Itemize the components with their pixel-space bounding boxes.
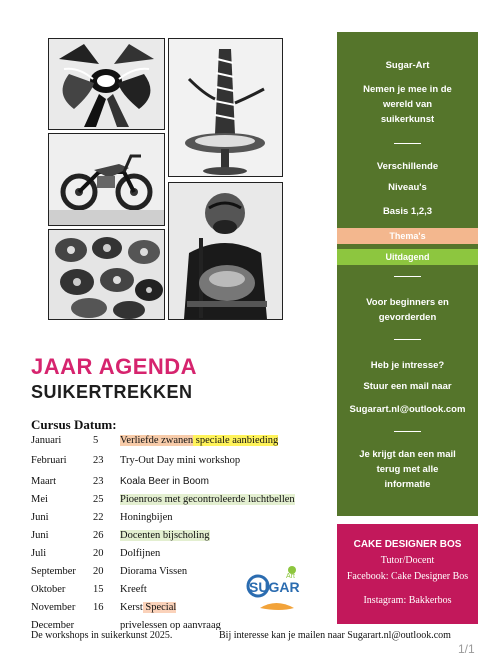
schedule-event: Honingbijen [120, 512, 173, 523]
schedule-label: Cursus Datum: [31, 417, 117, 432]
schedule-day: 25 [93, 494, 104, 505]
schedule-day: 16 [93, 602, 104, 613]
audience-line-2: gevorderden [378, 312, 437, 323]
schedule-row [31, 530, 331, 548]
designer-title: CAKE DESIGNER BOS [353, 539, 462, 550]
schedule-month: Juni [31, 530, 49, 541]
band-themes: Thema's [337, 228, 478, 244]
schedule-day: 23 [93, 476, 104, 487]
band-advanced: Uitdagend [337, 249, 478, 265]
agenda-subtitle: SUIKERTREKKEN [31, 382, 193, 402]
designer-instagram[interactable]: Instagram: Bakkerbos [363, 595, 452, 606]
schedule-row [31, 494, 331, 512]
level-line-1: Verschillende [376, 161, 439, 172]
schedule-event: Docenten bijscholing [120, 530, 210, 541]
reply-line-3: informatie [384, 479, 431, 490]
schedule-event-extra: speciale aanbieding [193, 435, 279, 446]
schedule-event: privelessen op aanvraag [120, 620, 221, 630]
contact-email[interactable]: Sugarart.nl@outlook.com [349, 404, 466, 415]
level-line-2: Niveau's [388, 182, 427, 193]
schedule-day: 5 [93, 435, 99, 446]
schedule-month: December [31, 620, 75, 630]
mail-prompt: Stuur een mail naar [363, 381, 452, 392]
tagline-line-2: wereld van [382, 99, 433, 110]
agenda-title: JAAR AGENDA [31, 354, 198, 379]
tagline-line-3: suikerkunst [380, 114, 435, 125]
schedule-event: Pioenroos met gecontroleerde luchtbellen [120, 494, 295, 505]
schedule-day: 20 [93, 566, 104, 577]
schedule-month: November [31, 602, 76, 613]
schedule-day: 15 [93, 584, 104, 595]
brand-name: Sugar-Art [385, 60, 430, 71]
divider [394, 431, 421, 432]
designer-box [337, 524, 478, 624]
schedule-day: 22 [93, 512, 104, 523]
schedule-row [31, 435, 331, 453]
schedule-event: Koala Beer in Boom [120, 476, 209, 487]
schedule-row [31, 455, 331, 473]
photo-motorcycle-sculpture [48, 133, 165, 226]
logo-text: SUGAR [249, 579, 300, 595]
interest-question: Heb je intresse? [370, 360, 445, 371]
schedule-month: Mei [31, 494, 48, 505]
schedule-row [31, 620, 331, 630]
schedule-day: 26 [93, 530, 104, 541]
audience-line-1: Voor beginners en [366, 297, 449, 308]
schedule-event: Kerst [120, 602, 143, 613]
schedule-row [31, 476, 331, 494]
schedule-month: Juli [31, 548, 47, 559]
schedule-event: Verliefde zwanen [120, 435, 194, 446]
schedule-month: Maart [31, 476, 57, 487]
photo-sugar-bow [48, 38, 165, 130]
divider [394, 276, 421, 277]
schedule-event: Kreeft [120, 584, 147, 595]
footer-right: Bij interesse kan je mailen naar Sugarart.nl@outlook.com [219, 630, 451, 641]
schedule-row [31, 512, 331, 530]
divider [394, 339, 421, 340]
schedule-day: 20 [93, 548, 104, 559]
designer-facebook[interactable]: Facebook: Cake Designer Bos [346, 571, 469, 582]
designer-role: Tutor/Docent [380, 555, 435, 566]
schedule-month: September [31, 566, 76, 577]
reply-line-1: Je krijgt dan een mail [359, 449, 456, 460]
schedule-event-extra: Special [142, 602, 177, 613]
footer-left: De workshops in suikerkunst 2025. [31, 630, 173, 641]
schedule-month: Oktober [31, 584, 66, 595]
schedule-event: Dolfijnen [120, 548, 161, 559]
schedule-month: Januari [31, 435, 62, 446]
schedule-month: Juni [31, 512, 49, 523]
level-line-3: Basis 1,2,3 [382, 206, 433, 217]
photo-unicorn-sculpture [168, 38, 283, 177]
page-indicator: 1/1 [458, 642, 475, 656]
sugar-art-logo [244, 562, 308, 614]
info-sidebar [337, 32, 478, 516]
photo-chef-pulling-sugar [168, 182, 283, 320]
schedule-event: Diorama Vissen [120, 566, 188, 577]
tagline-line-1: Nemen je mee in de [363, 84, 452, 95]
divider [394, 143, 421, 144]
schedule-month: Februari [31, 455, 67, 466]
photo-sugar-flowers-bowls [48, 229, 165, 320]
reply-line-2: terug met alle [376, 464, 439, 475]
schedule-day: 23 [93, 455, 104, 466]
schedule-event: Try-Out Day mini workshop [120, 455, 241, 466]
logo-small-text: Art [286, 573, 295, 580]
